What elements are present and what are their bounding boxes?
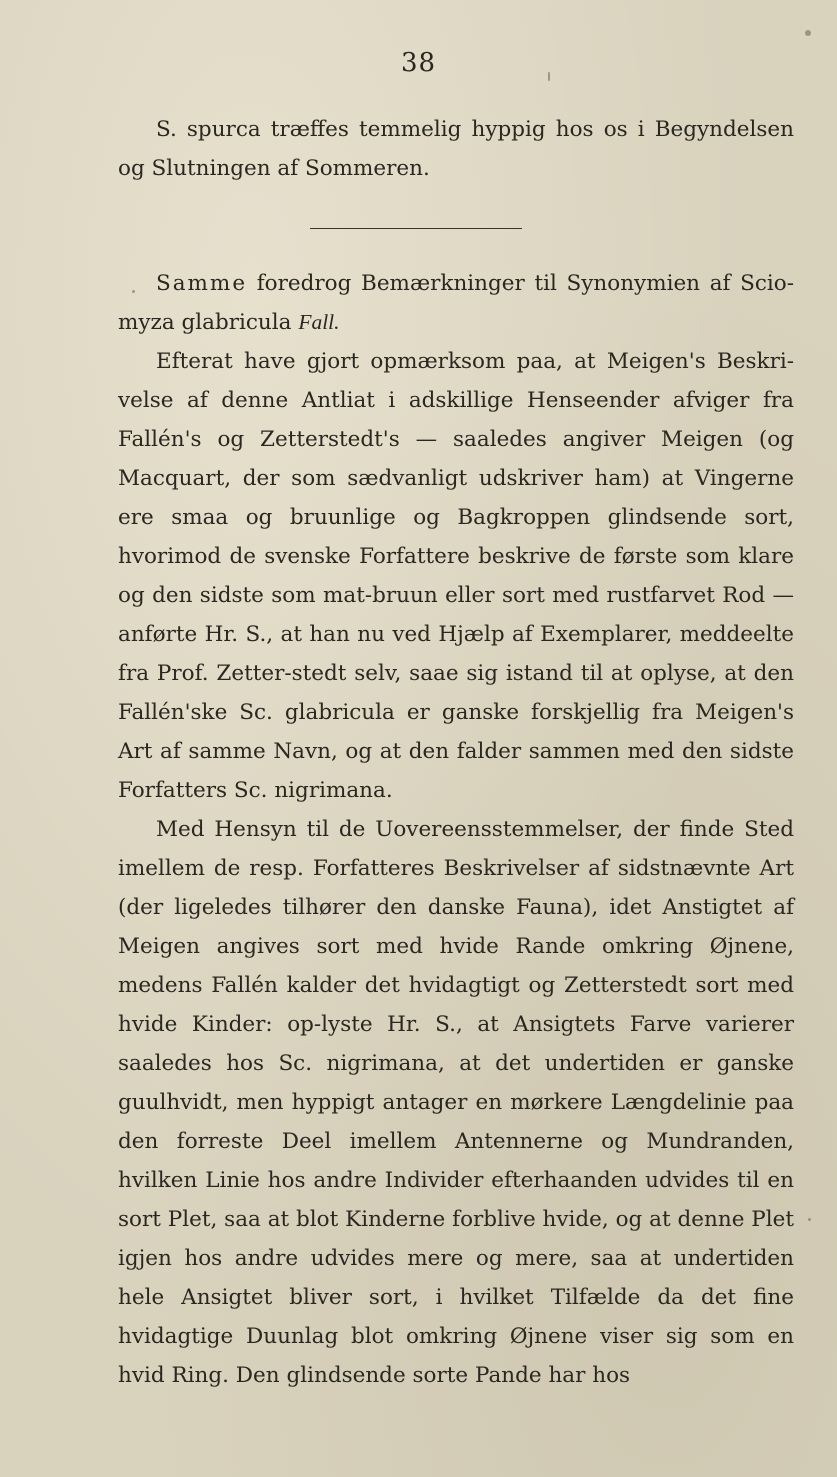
paper-speck — [808, 1218, 811, 1221]
author-abbreviation: Fall. — [298, 310, 340, 334]
paper-speck — [132, 290, 135, 293]
paragraph-spurca — [118, 110, 794, 188]
page-number: 38 — [400, 48, 437, 78]
paper-speck — [548, 72, 550, 81]
paragraph-heading — [118, 264, 794, 342]
paragraph-body-2: Med Hensyn til de Uovereensstemmelser, der finde Sted imellem de resp. Forfatteres Beskrivelser af sidstnævnte Art (der ligeledes tilhører den danske Fauna), idet Anstigtet af Meigen angives sort med hvide Rande omkring Øjnene, medens Fallén kalder det hvidagtigt og Zetterstedt sort med hvide Kinder: op-lyste Hr. S., at Ansigtets Farve varierer saaledes hos Sc. nigrimana, at det undertiden er ganske guulhvidt, men hyppigt antager en mørkere Længdelinie paa den forreste Deel imellem Antennerne og Mundranden, hvilken Linie hos andre Individer efterhaanden udvides til en sort Plet, saa at blot Kinderne forblive hvide, og at denne Plet igjen hos andre udvides mere og mere, saa at undertiden hele Ansigtet bliver sort, i hvilket Tilfælde da det fine hvidagtige Duunlag blot omkring Øjnene viser sig som en hvid Ring. Den glindsende sorte Pande har hos — [118, 817, 794, 1388]
paragraph-synonymy — [118, 264, 794, 1395]
section-divider — [310, 228, 522, 229]
heading-text: foredrog Bemærkninger til Synonymien af Scio-myza glabricula — [118, 271, 794, 335]
speaker-name: Samme — [156, 271, 248, 296]
paper-speck — [805, 30, 811, 36]
paragraph-text: S. spurca træffes temmelig hyppig hos os i Begyndelsen og Slutningen af Sommeren. — [118, 117, 794, 181]
paragraph-body-1: Efterat have gjort opmærksom paa, at Meigen's Beskri-velse af denne Antliat i adskillige Henseender afviger fra Fallén's og Zetterstedt's — saaledes angiver Meigen (og Macquart, der som sædvanligt udskriver ham) at Vingerne ere smaa og bruunlige og Bagkroppen glindsende sort, hvorimod de svenske Forfattere beskrive de første som klare og den sidste som mat-bruun eller sort med rustfarvet Rod — anførte Hr. S., at han nu ved Hjælp af Exemplarer, meddeelte fra Prof. Zetter-stedt selv, saae sig istand til at oplyse, at den Fallén'ske Sc. glabricula er ganske forskjellig fra Meigen's Art af samme Navn, og at den falder sammen med den sidste Forfatters Sc. nigrimana. — [118, 349, 794, 803]
